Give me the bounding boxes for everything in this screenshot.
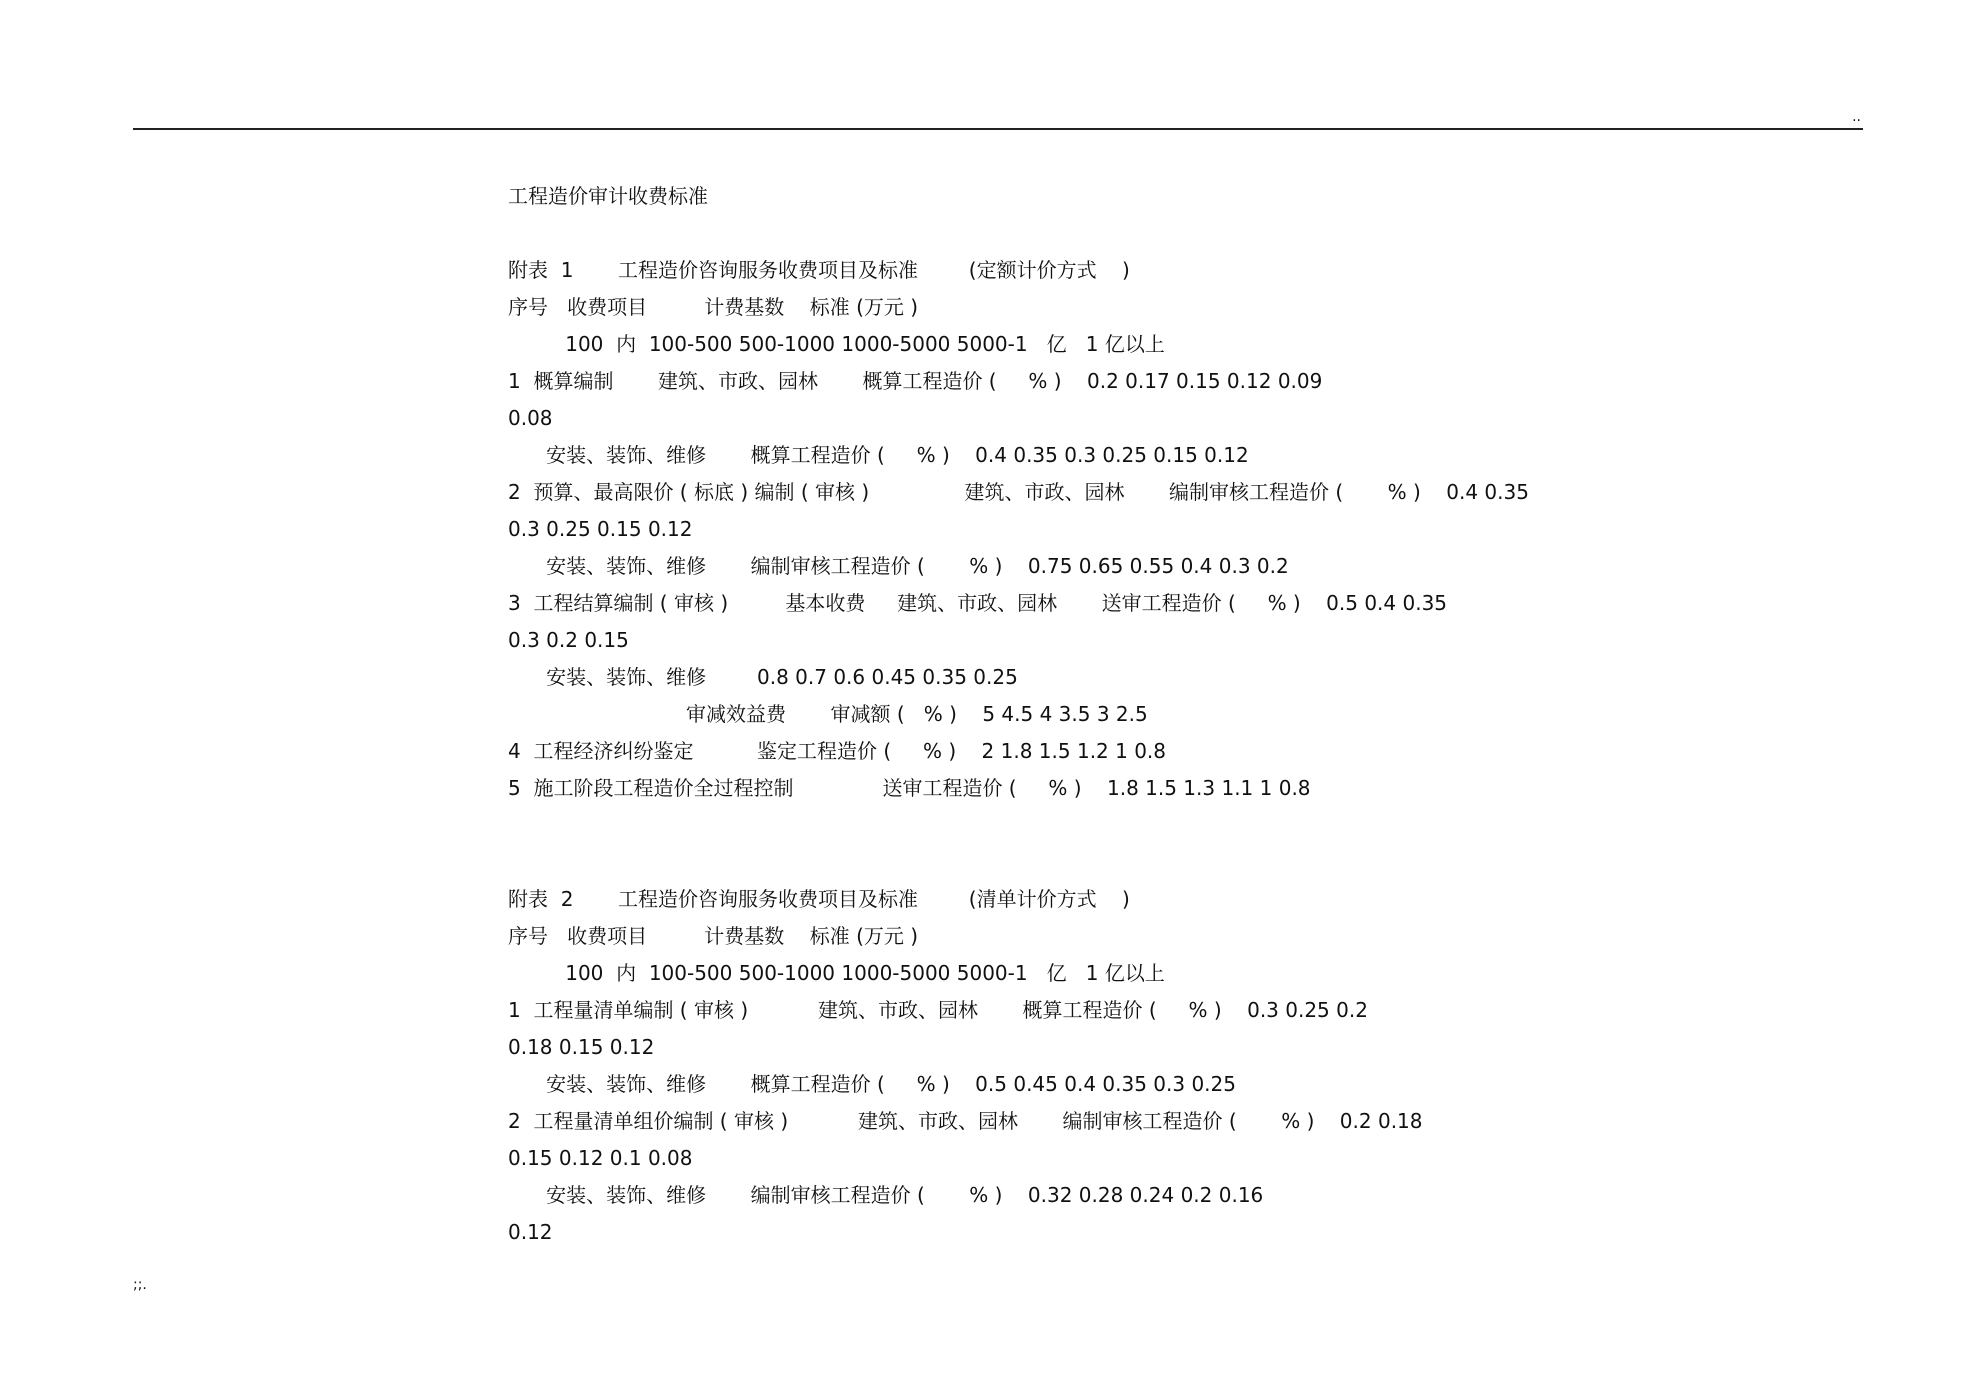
table1-row: 3 工程结算编制 ( 审核 ) 基本收费 建筑、市政、园林 送审工程造价 ( % ) 0.5 0.4 0.35 <box>508 591 1448 615</box>
fee-table-1 <box>508 252 1708 807</box>
section-spacer <box>508 807 1708 881</box>
table2-row: 2 工程量清单组价编制 ( 审核 ) 建筑、市政、园林 编制审核工程造价 ( % ) 0.2 0.18 <box>508 1109 1423 1133</box>
header-mark: .. <box>1852 109 1861 125</box>
table2-row: 安装、装饰、维修 概算工程造价 ( % ) 0.5 0.45 0.4 0.35 0.3 0.25 <box>508 1072 1236 1096</box>
table1-row: 0.3 0.25 0.15 0.12 <box>508 517 693 541</box>
table2-row: 0.15 0.12 0.1 0.08 <box>508 1146 693 1170</box>
document-body <box>508 178 1708 1251</box>
table2-row: 安装、装饰、维修 编制审核工程造价 ( % ) 0.32 0.28 0.24 0.2 0.16 <box>508 1183 1264 1207</box>
table2-header: 序号 收费项目 计费基数 标准 (万元 ) <box>508 924 919 948</box>
footer-mark: ;;. <box>133 1277 147 1293</box>
table2-caption: 附表 2 工程造价咨询服务收费项目及标准 (清单计价方式 ) <box>508 887 1130 911</box>
table1-row: 0.3 0.2 0.15 <box>508 628 629 652</box>
table2-row: 0.18 0.15 0.12 <box>508 1035 655 1059</box>
document-title: 工程造价审计收费标准 <box>508 184 708 208</box>
table1-row: 安装、装饰、维修 概算工程造价 ( % ) 0.4 0.35 0.3 0.25 0.15 0.12 <box>508 443 1249 467</box>
table1-caption: 附表 1 工程造价咨询服务收费项目及标准 (定额计价方式 ) <box>508 258 1130 282</box>
table1-row: 4 工程经济纠纷鉴定 鉴定工程造价 ( % ) 2 1.8 1.5 1.2 1 0.8 <box>508 739 1167 763</box>
table2-row: 1 工程量清单编制 ( 审核 ) 建筑、市政、园林 概算工程造价 ( % ) 0.3 0.25 0.2 <box>508 998 1368 1022</box>
table1-row: 1 概算编制 建筑、市政、园林 概算工程造价 ( % ) 0.2 0.17 0.15 0.12 0.09 <box>508 369 1323 393</box>
table1-row: 2 预算、最高限价 ( 标底 ) 编制 ( 审核 ) 建筑、市政、园林 编制审核工程造价 ( % ) 0.4 0.35 <box>508 480 1529 504</box>
table1-row: 5 施工阶段工程造价全过程控制 送审工程造价 ( % ) 1.8 1.5 1.3 1.1 1 0.8 <box>508 776 1311 800</box>
table2-row: 0.12 <box>508 1220 553 1244</box>
header-rule <box>133 128 1863 130</box>
table1-range-header: 100 内 100-500 500-1000 1000-5000 5000-1 亿 1 亿以上 <box>508 332 1165 356</box>
table1-row: 安装、装饰、维修 编制审核工程造价 ( % ) 0.75 0.65 0.55 0.4 0.3 0.2 <box>508 554 1289 578</box>
table1-header: 序号 收费项目 计费基数 标准 (万元 ) <box>508 295 919 319</box>
table2-range-header: 100 内 100-500 500-1000 1000-5000 5000-1 亿 1 亿以上 <box>508 961 1165 985</box>
table1-row: 审减效益费 审减额 ( % ) 5 4.5 4 3.5 3 2.5 <box>508 702 1148 726</box>
table1-row: 0.08 <box>508 406 553 430</box>
table1-row: 安装、装饰、维修 0.8 0.7 0.6 0.45 0.35 0.25 <box>508 665 1018 689</box>
fee-table-2 <box>508 881 1708 1251</box>
